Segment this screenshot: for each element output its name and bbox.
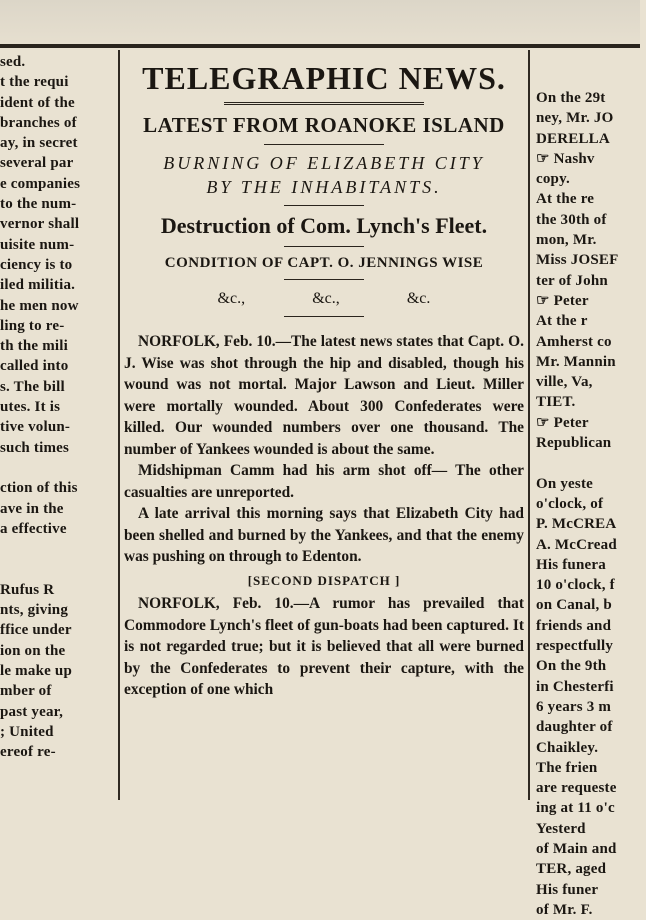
headline-rule — [264, 144, 384, 145]
etc-2: &c., — [312, 290, 340, 307]
right-column-line: TIET. — [536, 394, 576, 411]
right-column-line: Mr. Mannin — [536, 353, 616, 370]
right-column-line: ☞ Peter — [536, 292, 589, 309]
left-column-line: several par — [0, 155, 74, 172]
article-body — [124, 331, 524, 701]
right-column-line: On the 29t — [536, 90, 606, 106]
right-column-line: ☞ Nashv — [536, 150, 595, 167]
top-rule — [0, 44, 640, 48]
column-divider-left — [118, 50, 120, 800]
right-column-line: in Chesterfi — [536, 678, 614, 695]
center-column — [124, 54, 524, 800]
masthead: TELEGRAPHIC NEWS. — [142, 60, 506, 96]
left-column-line: ffice under — [0, 622, 72, 639]
right-column-line: are requeste — [536, 780, 617, 797]
left-column-line: mber of — [0, 683, 52, 700]
right-column-line: on Canal, b — [536, 597, 612, 614]
right-column-line — [536, 453, 646, 473]
right-column-line: Republican — [536, 435, 612, 452]
etc-1: &c., — [217, 290, 246, 307]
left-column-line: ident of the — [0, 94, 75, 111]
right-column-line: Chaikley. — [536, 739, 599, 756]
right-column-line: DERELLA — [536, 130, 610, 147]
right-column-line: Amherst co — [536, 333, 612, 350]
right-column-line: 10 o'clock, f — [536, 577, 615, 594]
etc-3: &c. — [406, 290, 431, 307]
left-column-line: he men now — [0, 297, 79, 314]
paragraph-norfolk-2: NORFOLK, Feb. 10.—A rumor has prevailed that Commodore Lynch's fleet of gun-boats had been captured. It is not regarded true; but it is believed that all were burned by the Confederates to prevent their capture, with the exception of one which — [124, 595, 524, 698]
masthead-rule — [224, 102, 424, 108]
left-column — [0, 52, 112, 800]
left-column-line: tive volun- — [0, 419, 71, 436]
left-column-line: ion on the — [0, 642, 66, 659]
right-column-line: His funer — [536, 881, 599, 898]
left-column-line: branches of — [0, 114, 77, 131]
paragraph-norfolk-1: NORFOLK, Feb. 10.—The latest news states that Capt. O. J. Wise was shot through the hip and disabled, though his wound was not mortal. Major Lawson and Lieut. Miller were mortally wounded. About 300 Confederates were killed. Our wounded numbers over one thousand. The number of Yankees wounded is about the same. — [124, 333, 524, 458]
right-column-line: ter of John — [536, 272, 608, 289]
right-column-line: mon, Mr. — [536, 232, 597, 249]
column-divider-right — [528, 50, 530, 800]
left-column-line: ereof re- — [0, 744, 56, 761]
page-top-margin — [0, 0, 640, 44]
left-column-line: called into — [0, 358, 69, 375]
left-column-line: iled militia. — [0, 277, 76, 294]
deck-rule — [284, 246, 364, 247]
paragraph-camm: Midshipman Camm had his arm shot off— The other casualties are unreported. — [124, 462, 524, 501]
left-column-line: nts, giving — [0, 602, 69, 619]
left-column-line: le make up — [0, 662, 73, 679]
right-column-line: Yesterd — [536, 820, 586, 837]
right-column-line: On yeste — [536, 475, 594, 492]
right-column-line: At the r — [536, 313, 588, 330]
right-column-line: TER, aged — [536, 861, 607, 878]
left-column-line: uisite num- — [0, 236, 75, 253]
right-column-line: of Mr. F. — [536, 901, 593, 918]
left-column-line — [0, 559, 112, 579]
right-column-line: The frien — [536, 759, 598, 776]
left-column-line — [0, 539, 112, 559]
left-column-line: utes. It is — [0, 399, 61, 416]
left-column-line: ay, in secret — [0, 135, 78, 152]
right-column-line: respectfully — [536, 638, 614, 655]
paragraph-elizabeth-city: A late arrival this morning says that Elizabeth City had been shelled and burned by the Yankees, and that the enemy was pushing on through to Edenton. — [124, 505, 524, 565]
left-column-line: ling to re- — [0, 317, 65, 334]
right-column-line: daughter of — [536, 719, 613, 736]
right-column-line: On the 9th — [536, 658, 607, 675]
deck2-rule — [284, 279, 364, 280]
right-column-line: friends and — [536, 617, 612, 634]
right-column-line: His funera — [536, 556, 606, 573]
right-column — [536, 88, 646, 918]
left-column-line: e companies — [0, 175, 81, 192]
left-column-line: a effective — [0, 520, 67, 537]
right-column-line: A. McCread — [536, 536, 617, 553]
right-column-line: P. McCREA — [536, 516, 617, 533]
right-column-line: Miss JOSEF — [536, 252, 619, 269]
second-dispatch-label: [SECOND DISPATCH ] — [247, 572, 401, 588]
right-column-line: of Main and — [536, 840, 617, 857]
deck-wise: CONDITION OF CAPT. O. JENNINGS WISE — [164, 255, 484, 271]
right-column-line: ing at 11 o'c — [536, 800, 615, 817]
left-column-line: sed. — [0, 54, 26, 70]
subhead-rule — [284, 205, 364, 206]
right-column-line: 6 years 3 m — [536, 698, 612, 715]
left-column-line: to the num- — [0, 196, 77, 213]
right-column-line: At the re — [536, 191, 595, 208]
right-column-line: ☞ Peter — [536, 414, 589, 431]
left-column-line: ciency is to — [0, 256, 73, 273]
left-column-line: ction of this — [0, 480, 78, 497]
deck-fleet: Destruction of Com. Lynch's Fleet. — [160, 213, 488, 238]
right-column-line: o'clock, of — [536, 495, 604, 512]
left-column-line: ; United — [0, 723, 54, 740]
etc-rule — [284, 316, 364, 317]
headline: LATEST FROM ROANOKE ISLAND — [143, 113, 505, 137]
left-column-line: th the mili — [0, 338, 69, 355]
right-column-line: ville, Va, — [536, 374, 593, 391]
left-column-line: vernor shall — [0, 216, 80, 233]
right-column-line: ney, Mr. JO — [536, 110, 614, 127]
left-column-line — [0, 458, 112, 478]
etc-row — [184, 290, 464, 308]
subhead-line-2: BY THE INHABITANTS. — [206, 177, 442, 197]
subhead-line-1: BURNING OF ELIZABETH CITY — [163, 153, 485, 173]
left-column-line: Rufus R — [0, 581, 55, 598]
right-column-line: the 30th of — [536, 211, 607, 228]
left-column-line: t the requi — [0, 74, 69, 91]
left-column-line: ave in the — [0, 500, 64, 517]
left-column-line: past year, — [0, 703, 64, 720]
left-column-line: such times — [0, 439, 70, 456]
right-column-line: copy. — [536, 171, 570, 188]
left-column-line: s. The bill — [0, 378, 65, 395]
